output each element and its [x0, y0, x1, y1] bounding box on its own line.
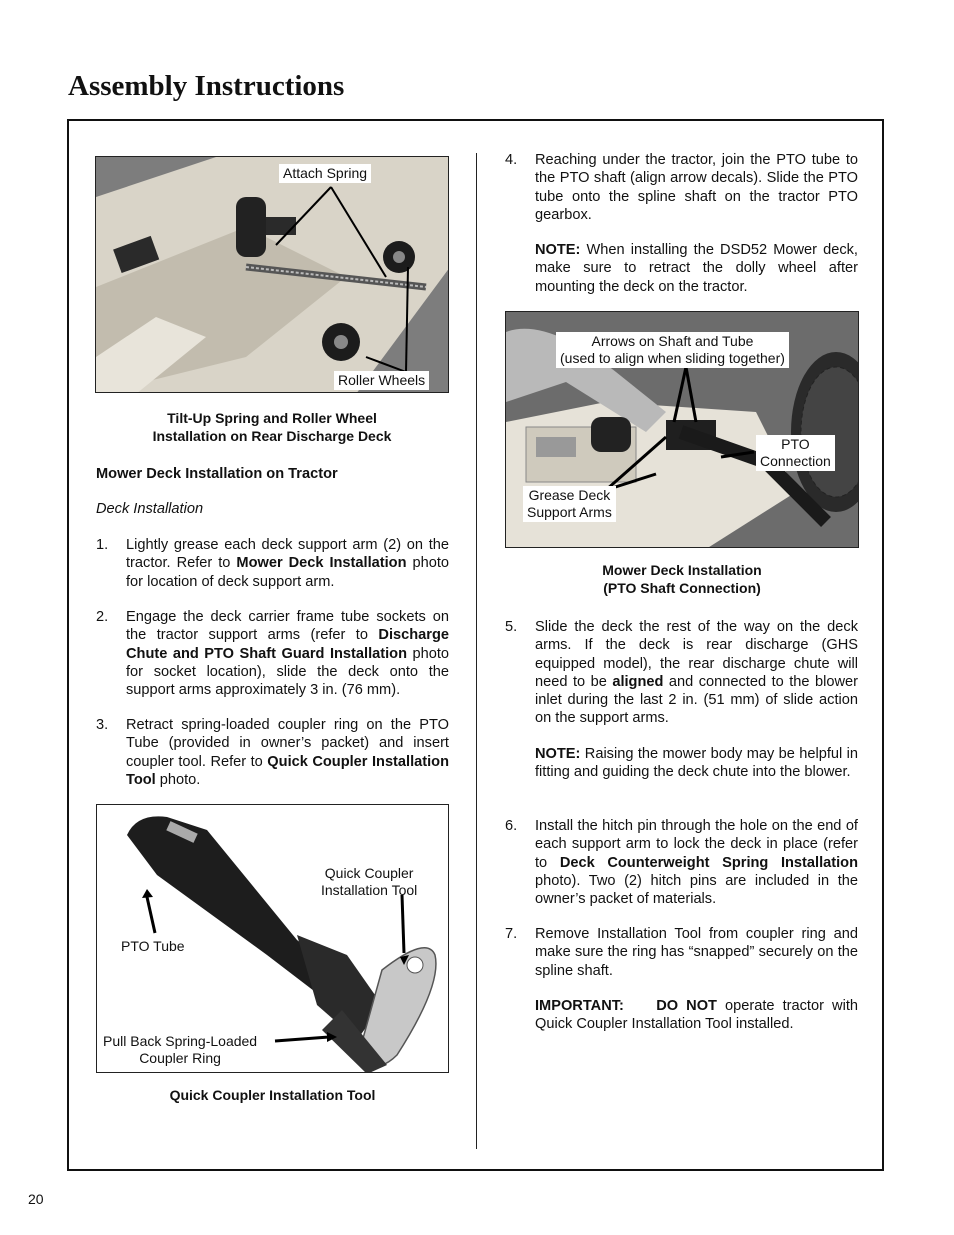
spring-roller-illustration: [96, 157, 449, 393]
step4-text: Reaching under the tractor, join the PTO tube to the PTO shaft (align arrow decals). Slide the PTO tube onto the spline shaft on the tractor PTO gearbox.: [535, 152, 858, 223]
photo1-caption: Tilt-Up Spring and Roller Wheel Installation on Rear Discharge Deck: [152, 410, 392, 444]
step3-text: Retract spring-loaded coupler ring on the PTO Tube (provided in owner’s packet) and insert coupler tool. Refer to Quick Coupler Installation Tool photo.: [126, 717, 450, 788]
step7-important: IMPORTANT: DO NOT operate tractor with Quick Coupler Installation Tool installed.: [535, 998, 858, 1033]
step1-text: Lightly grease each deck support arm (2) on the tractor. Refer to Mower Deck Installation photo for location of deck support arm.: [126, 537, 449, 590]
step5-note: NOTE: Raising the mower body may be helpful in fitting and guiding the deck chute into the blower.: [535, 746, 858, 781]
spring-roller-photo: [95, 156, 449, 393]
step4-number: 4.: [505, 152, 518, 168]
coupler-tool-photo: [96, 804, 449, 1073]
section-heading: Mower Deck Installation on Tractor: [96, 466, 338, 482]
section-subheading: Deck Installation: [96, 501, 204, 517]
step2-number: 2.: [96, 609, 109, 625]
alignment-arrows-label: Arrows on Shaft and Tube (used to align when sliding together): [556, 332, 789, 368]
step7-text: Remove Installation Tool from coupler ring and make sure the ring has “snapped” securely on the spline shaft.: [535, 926, 858, 979]
photo2-caption: Mower Deck Installation (PTO Shaft Connection): [602, 562, 762, 596]
step1-number: 1.: [96, 537, 109, 553]
pto-connection-photo: [505, 311, 859, 548]
quick-coupler-tool-label: Quick Coupler Installation Tool: [321, 865, 418, 898]
grease-support-arms-label: Grease Deck Support Arms: [523, 486, 616, 522]
step2-text: Engage the deck carrier frame tube sockets on the tractor support arms (refer to Discharge Chute and PTO Shaft Guard Installation photo for socket location), slide the deck onto the support arms approximately 3 in. (76 mm).: [126, 609, 449, 699]
coupler-ring-label: Pull Back Spring-Loaded Coupler Ring: [103, 1033, 258, 1066]
attach-spring-label: Attach Spring: [279, 164, 371, 183]
step6-text: Install the hitch pin through the hole on the end of each support arm to lock the deck in place (refer to Deck Counterweight Spring Installation photo). Two (2) hitch pins are included in the owner’s packet of materials.: [535, 818, 858, 908]
step4-note: NOTE: When installing the DSD52 Mower deck, make sure to retract the dolly wheel after mounting the deck on the tractor.: [535, 242, 858, 295]
step6-number: 6.: [505, 818, 518, 834]
photo3-caption: Quick Coupler Installation Tool: [169, 1087, 376, 1103]
step3-number: 3.: [96, 717, 109, 733]
page-title: Assembly Instructions: [68, 70, 345, 102]
column-divider: [476, 153, 477, 1149]
step5-number: 5.: [505, 619, 518, 635]
pto-tube-label: PTO Tube: [121, 938, 185, 954]
roller-wheels-label: Roller Wheels: [334, 371, 429, 390]
step5-text: Slide the deck the rest of the way on the deck arms. If the deck is rear discharge (GHS equipped model), the rear discharge chute will need to be aligned and connected to the blower inlet during the last 2 in. (51 mm) of slide action on the support arms.: [535, 619, 858, 727]
step7-number: 7.: [505, 926, 518, 942]
page-number: 20: [28, 1191, 44, 1207]
pto-connection-label: PTO Connection: [756, 435, 835, 471]
